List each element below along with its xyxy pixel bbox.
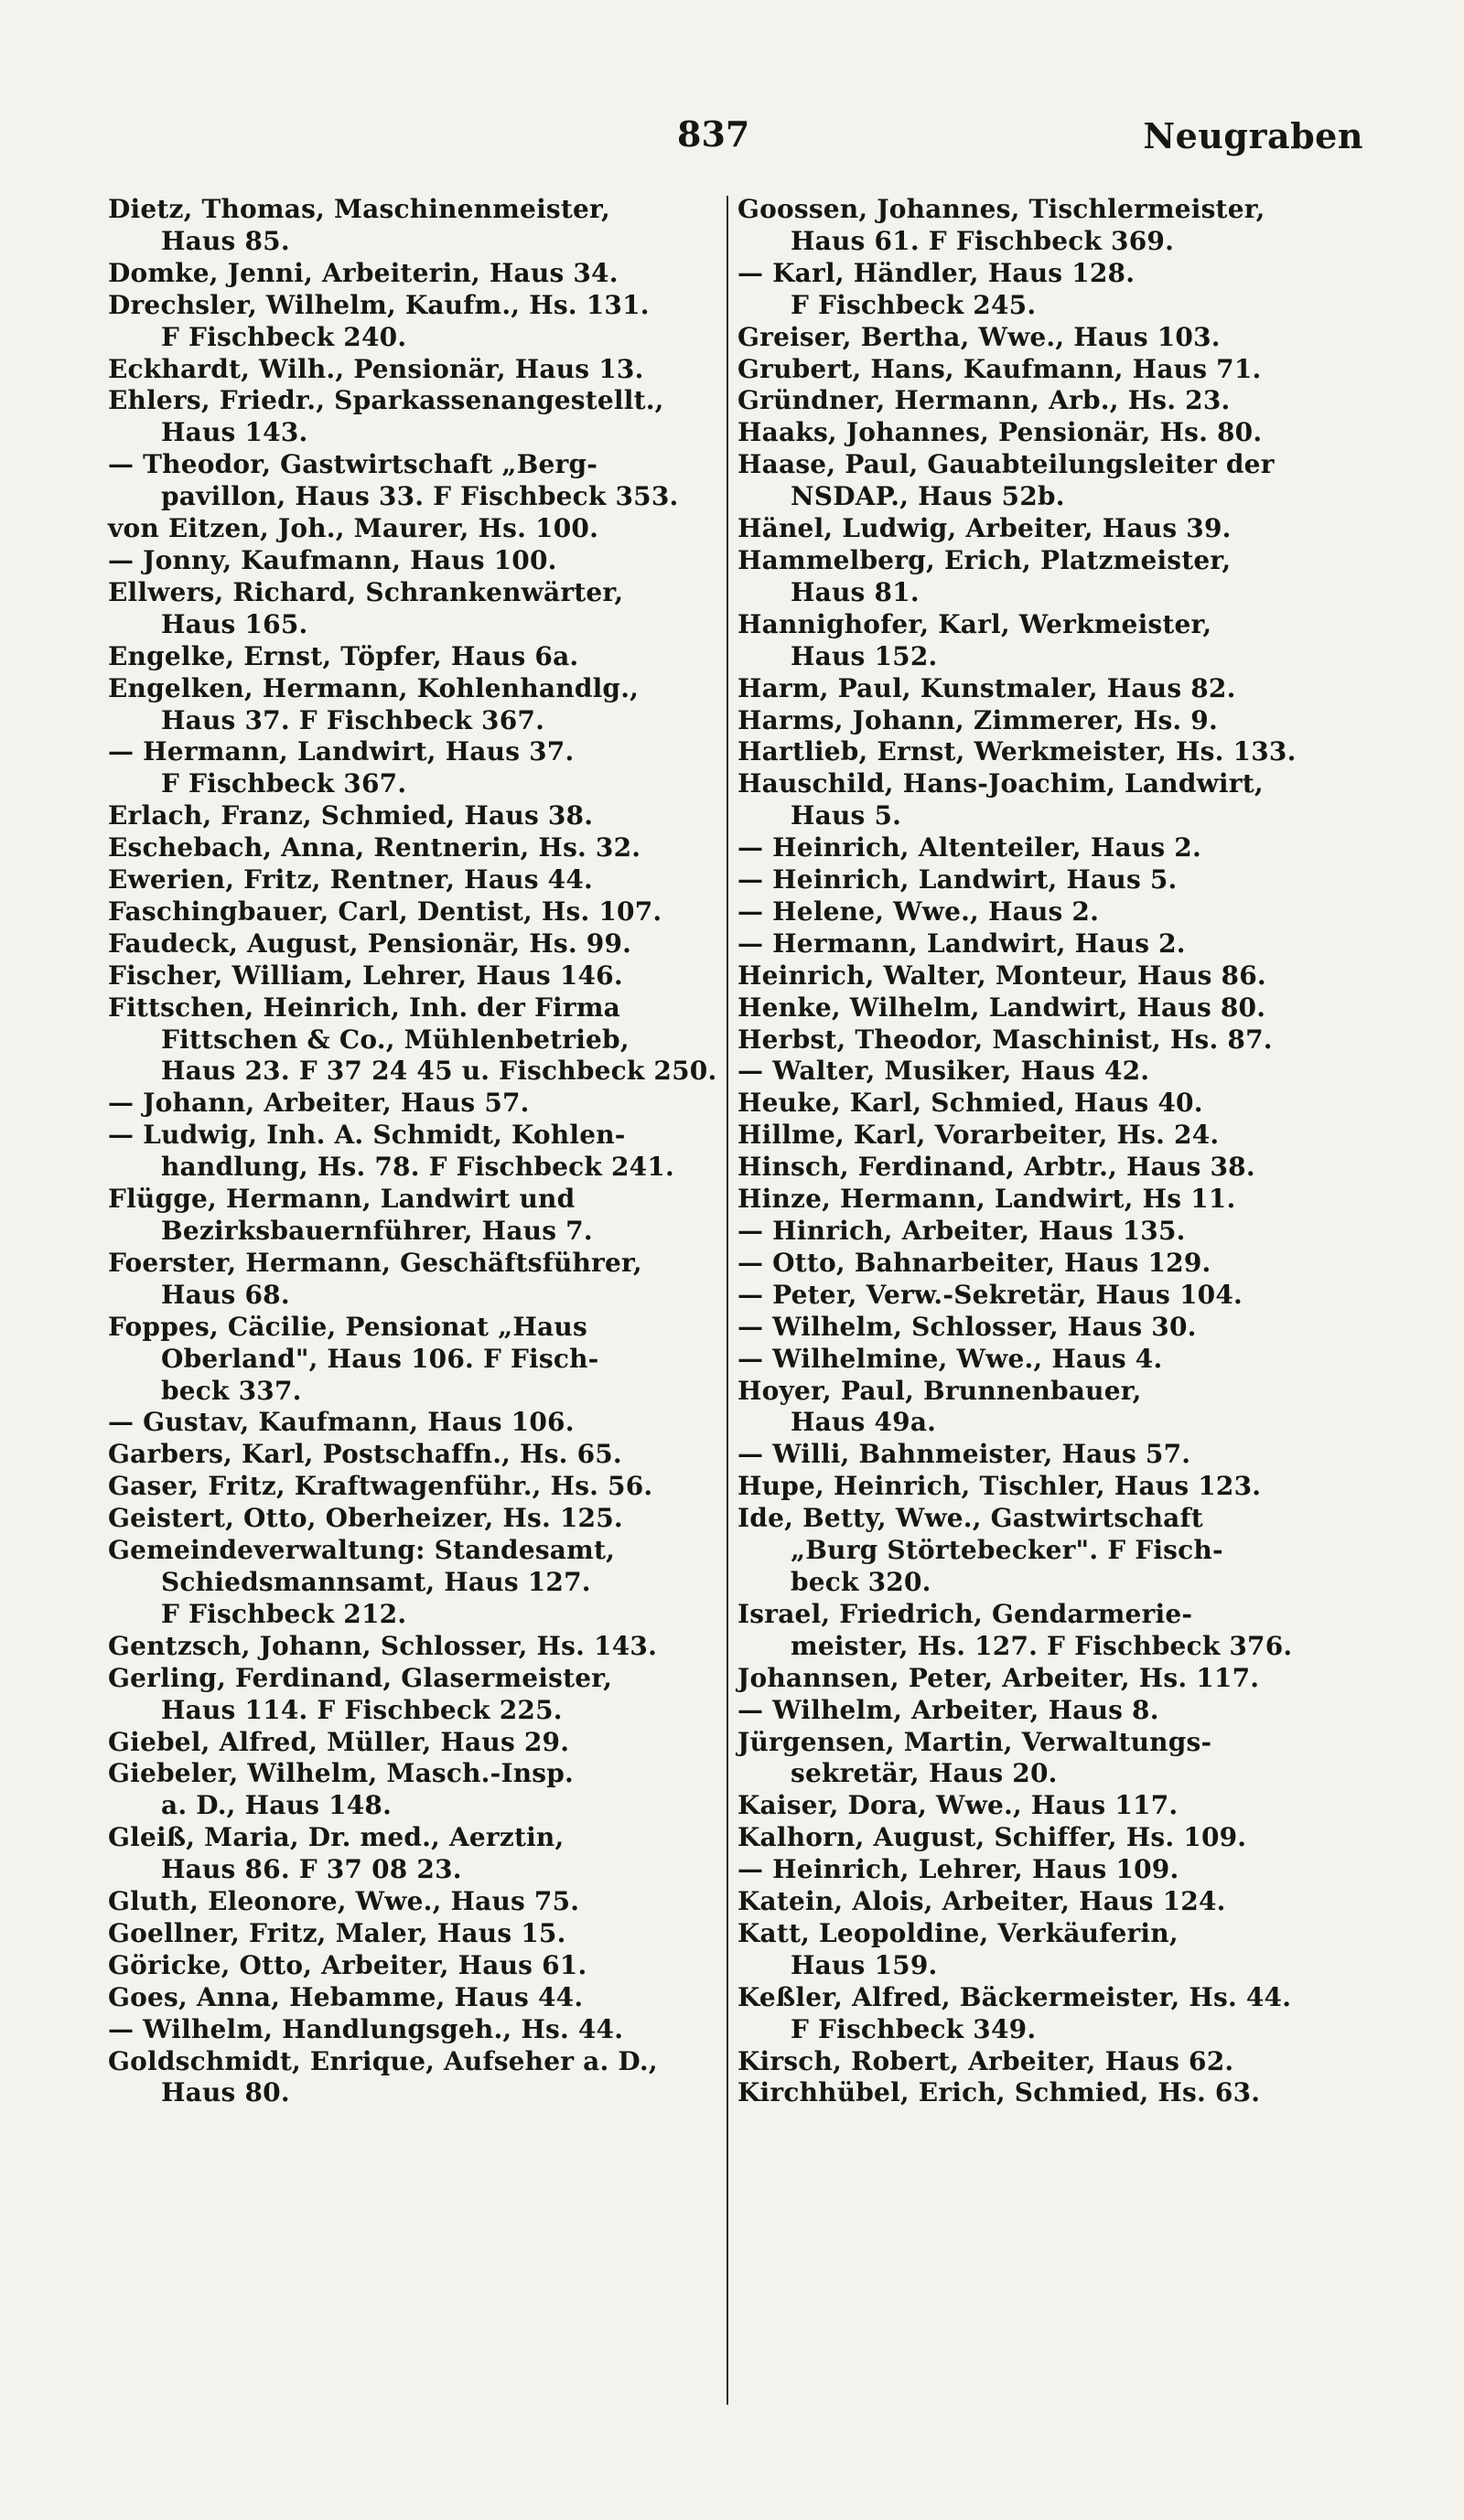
- directory-entry-line: Hänel, Ludwig, Arbeiter, Haus 39.: [737, 513, 1232, 544]
- directory-entry-line: — Heinrich, Altenteiler, Haus 2.: [737, 832, 1201, 863]
- directory-entry-line: handlung, Hs. 78. F Fischbeck 241.: [161, 1152, 674, 1183]
- directory-entry-line: Kirchhübel, Erich, Schmied, Hs. 63.: [737, 2077, 1261, 2108]
- directory-entry-line: Hartlieb, Ernst, Werkmeister, Hs. 133.: [737, 736, 1297, 767]
- directory-entry-line: Jürgensen, Martin, Verwaltungs-: [737, 1726, 1212, 1757]
- directory-entry-line: NSDAP., Haus 52b.: [791, 481, 1065, 512]
- directory-entry-line: Gleiß, Maria, Dr. med., Aerztin,: [108, 1822, 565, 1853]
- directory-entry-line: Goldschmidt, Enrique, Aufseher a. D.,: [108, 2045, 658, 2076]
- directory-entry-line: — Wilhelm, Arbeiter, Haus 8.: [737, 1694, 1159, 1725]
- directory-entry-line: Ewerien, Fritz, Rentner, Haus 44.: [108, 864, 593, 895]
- directory-entry-line: — Ludwig, Inh. A. Schmidt, Kohlen-: [108, 1120, 626, 1151]
- directory-entry-line: Gemeindeverwaltung: Standesamt,: [108, 1535, 616, 1566]
- directory-entry-line: Haus 114. F Fischbeck 225.: [161, 1694, 563, 1725]
- directory-entry-line: Haus 80.: [161, 2077, 290, 2108]
- directory-entry-line: Fittschen, Heinrich, Inh. der Firma: [108, 992, 621, 1023]
- directory-entry-line: „Burg Störtebecker". F Fisch-: [791, 1535, 1223, 1566]
- directory-entry-line: — Hermann, Landwirt, Haus 37.: [108, 736, 575, 767]
- directory-entry-line: Kaiser, Dora, Wwe., Haus 117.: [737, 1790, 1179, 1821]
- directory-entry-line: Haus 68.: [161, 1279, 290, 1310]
- directory-entry-line: Gerling, Ferdinand, Glasermeister,: [108, 1662, 613, 1693]
- directory-entry-line: Herbst, Theodor, Maschinist, Hs. 87.: [737, 1024, 1273, 1055]
- directory-entry-line: Heuke, Karl, Schmied, Haus 40.: [737, 1088, 1203, 1119]
- directory-entry-line: — Hermann, Landwirt, Haus 2.: [737, 928, 1186, 959]
- directory-entry-line: Haus 85.: [161, 225, 290, 256]
- directory-entry-line: von Eitzen, Joh., Maurer, Hs. 100.: [108, 513, 599, 544]
- directory-entry-line: Foppes, Cäcilie, Pensionat „Haus: [108, 1311, 587, 1342]
- directory-entry-line: Kirsch, Robert, Arbeiter, Haus 62.: [737, 2045, 1234, 2076]
- column-divider: [727, 196, 728, 2405]
- directory-entry-line: — Wilhelm, Handlungsgeh., Hs. 44.: [108, 2013, 624, 2044]
- directory-entry-line: Garbers, Karl, Postschaffn., Hs. 65.: [108, 1439, 622, 1470]
- directory-entry-line: F Fischbeck 349.: [791, 2013, 1037, 2044]
- directory-entry-line: Israel, Friedrich, Gendarmerie-: [737, 1598, 1193, 1629]
- directory-entry-line: Gründner, Hermann, Arb., Hs. 23.: [737, 385, 1231, 416]
- directory-entry-line: Haus 37. F Fischbeck 367.: [161, 704, 545, 735]
- directory-entry-line: — Hinrich, Arbeiter, Haus 135.: [737, 1216, 1186, 1246]
- directory-entry-line: Fittschen & Co., Mühlenbetrieb,: [161, 1024, 630, 1055]
- directory-entry-line: Kalhorn, August, Schiffer, Hs. 109.: [737, 1822, 1247, 1853]
- directory-entry-line: Gluth, Eleonore, Wwe., Haus 75.: [108, 1886, 580, 1917]
- directory-entry-line: meister, Hs. 127. F Fischbeck 376.: [791, 1630, 1293, 1661]
- directory-entry-line: Fischer, William, Lehrer, Haus 146.: [108, 960, 623, 991]
- directory-entry-line: Haus 61. F Fischbeck 369.: [791, 225, 1175, 256]
- directory-entry-line: — Walter, Musiker, Haus 42.: [737, 1056, 1150, 1087]
- directory-entry-line: Hammelberg, Erich, Platzmeister,: [737, 544, 1232, 575]
- directory-entry-line: Haaks, Johannes, Pensionär, Hs. 80.: [737, 417, 1263, 448]
- directory-entry-line: beck 337.: [161, 1375, 302, 1406]
- directory-entry-line: Eschebach, Anna, Rentnerin, Hs. 32.: [108, 832, 641, 863]
- directory-entry-line: Oberland", Haus 106. F Fisch-: [161, 1343, 599, 1374]
- directory-entry-line: Hauschild, Hans-Joachim, Landwirt,: [737, 768, 1264, 799]
- left-column: [108, 194, 730, 2109]
- directory-entry-line: Engelken, Hermann, Kohlenhandlg.,: [108, 672, 640, 703]
- directory-entry-line: Drechsler, Wilhelm, Kaufm., Hs. 131.: [108, 289, 650, 320]
- directory-entry-line: — Heinrich, Landwirt, Haus 5.: [737, 864, 1178, 895]
- directory-entry-line: Keßler, Alfred, Bäckermeister, Hs. 44.: [737, 1981, 1292, 2012]
- directory-entry-line: Eckhardt, Wilh., Pensionär, Haus 13.: [108, 353, 644, 384]
- directory-entry-line: Haus 23. F 37 24 45 u. Fischbeck 250.: [161, 1056, 717, 1087]
- directory-entry-line: Haus 165.: [161, 608, 308, 639]
- directory-entry-line: — Karl, Händler, Haus 128.: [737, 257, 1136, 288]
- directory-entry-line: sekretär, Haus 20.: [791, 1758, 1058, 1789]
- directory-entry-line: — Heinrich, Lehrer, Haus 109.: [737, 1854, 1179, 1885]
- directory-entry-line: pavillon, Haus 33. F Fischbeck 353.: [161, 481, 679, 512]
- directory-entry-line: Gentzsch, Johann, Schlosser, Hs. 143.: [108, 1630, 658, 1661]
- directory-entry-line: — Helene, Wwe., Haus 2.: [737, 895, 1100, 927]
- directory-entry-line: Erlach, Franz, Schmied, Haus 38.: [108, 800, 594, 831]
- directory-entry-line: Bezirksbauernführer, Haus 7.: [161, 1216, 593, 1246]
- directory-entry-line: Johannsen, Peter, Arbeiter, Hs. 117.: [737, 1662, 1260, 1693]
- directory-entry-line: Ellwers, Richard, Schrankenwärter,: [108, 576, 624, 607]
- directory-entry-line: Geistert, Otto, Oberheizer, Hs. 125.: [108, 1503, 623, 1534]
- running-head-place: Neugraben: [1143, 115, 1363, 156]
- directory-entry-line: — Jonny, Kaufmann, Haus 100.: [108, 544, 557, 575]
- directory-entry-line: Domke, Jenni, Arbeiterin, Haus 34.: [108, 257, 619, 288]
- directory-entry-line: Harm, Paul, Kunstmaler, Haus 82.: [737, 672, 1236, 703]
- directory-entry-line: Giebel, Alfred, Müller, Haus 29.: [108, 1726, 570, 1757]
- directory-entry-line: Goes, Anna, Hebamme, Haus 44.: [108, 1981, 584, 2012]
- directory-entry-line: Faudeck, August, Pensionär, Hs. 99.: [108, 928, 632, 959]
- directory-entry-line: F Fischbeck 212.: [161, 1598, 407, 1629]
- directory-entry-line: Gaser, Fritz, Kraftwagenführ., Hs. 56.: [108, 1471, 653, 1502]
- directory-entry-line: Haus 49a.: [791, 1407, 937, 1438]
- directory-entry-line: F Fischbeck 245.: [791, 289, 1037, 320]
- directory-entry-line: Giebeler, Wilhelm, Masch.-Insp.: [108, 1758, 574, 1789]
- directory-entry-line: Hupe, Heinrich, Tischler, Haus 123.: [737, 1471, 1262, 1502]
- directory-entry-line: Hillme, Karl, Vorarbeiter, Hs. 24.: [737, 1120, 1220, 1151]
- directory-entry-line: Faschingbauer, Carl, Dentist, Hs. 107.: [108, 895, 662, 927]
- directory-entry-line: Haus 86. F 37 08 23.: [161, 1854, 462, 1885]
- page-number: 837: [677, 113, 750, 155]
- directory-entry-line: Ehlers, Friedr., Sparkassenangestellt.,: [108, 385, 664, 416]
- directory-entry-line: Ide, Betty, Wwe., Gastwirtschaft: [737, 1503, 1203, 1534]
- directory-entry-line: Goossen, Johannes, Tischlermeister,: [737, 194, 1265, 224]
- directory-entry-line: Katt, Leopoldine, Verkäuferin,: [737, 1917, 1179, 1948]
- directory-entry-line: — Theodor, Gastwirtschaft „Berg-: [108, 449, 598, 480]
- directory-entry-line: Goellner, Fritz, Maler, Haus 15.: [108, 1917, 566, 1948]
- directory-entry-line: Göricke, Otto, Arbeiter, Haus 61.: [108, 1949, 587, 1980]
- directory-entry-line: Foerster, Hermann, Geschäftsführer,: [108, 1247, 642, 1278]
- directory-entry-line: Haus 5.: [791, 800, 902, 831]
- directory-entry-line: F Fischbeck 240.: [161, 321, 407, 352]
- directory-entry-line: Hoyer, Paul, Brunnenbauer,: [737, 1375, 1142, 1406]
- right-column: [737, 194, 1360, 2109]
- directory-entry-line: F Fischbeck 367.: [161, 768, 407, 799]
- directory-entry-line: Hinze, Hermann, Landwirt, Hs 11.: [737, 1184, 1236, 1215]
- directory-entry-line: Dietz, Thomas, Maschinenmeister,: [108, 194, 610, 224]
- page-header: [0, 113, 1464, 168]
- directory-entry-line: beck 320.: [791, 1566, 931, 1597]
- directory-entry-line: Henke, Wilhelm, Landwirt, Haus 80.: [737, 992, 1266, 1023]
- directory-entry-line: Haus 152.: [791, 640, 938, 671]
- directory-entry-line: Hinsch, Ferdinand, Arbtr., Haus 38.: [737, 1152, 1255, 1183]
- directory-entry-line: Schiedsmannsamt, Haus 127.: [161, 1566, 591, 1597]
- directory-entry-line: Haus 81.: [791, 576, 920, 607]
- directory-entry-line: Haus 143.: [161, 417, 308, 448]
- directory-entry-line: — Otto, Bahnarbeiter, Haus 129.: [737, 1247, 1211, 1278]
- directory-entry-line: Hannighofer, Karl, Werkmeister,: [737, 608, 1212, 639]
- directory-entry-line: — Wilhelmine, Wwe., Haus 4.: [737, 1343, 1163, 1374]
- directory-entry-line: — Willi, Bahnmeister, Haus 57.: [737, 1439, 1191, 1470]
- directory-entry-line: — Wilhelm, Schlosser, Haus 30.: [737, 1311, 1197, 1342]
- directory-entry-line: Katein, Alois, Arbeiter, Haus 124.: [737, 1886, 1226, 1917]
- directory-entry-line: Haase, Paul, Gauabteilungsleiter der: [737, 449, 1275, 480]
- directory-entry-line: Greiser, Bertha, Wwe., Haus 103.: [737, 321, 1221, 352]
- directory-entry-line: — Peter, Verw.-Sekretär, Haus 104.: [737, 1279, 1243, 1310]
- directory-entry-line: Heinrich, Walter, Monteur, Haus 86.: [737, 960, 1266, 991]
- directory-entry-line: Harms, Johann, Zimmerer, Hs. 9.: [737, 704, 1218, 735]
- directory-entry-line: — Johann, Arbeiter, Haus 57.: [108, 1088, 530, 1119]
- directory-entry-line: — Gustav, Kaufmann, Haus 106.: [108, 1407, 575, 1438]
- directory-entry-line: Haus 159.: [791, 1949, 938, 1980]
- directory-entry-line: Flügge, Hermann, Landwirt und: [108, 1184, 576, 1215]
- directory-entry-line: Engelke, Ernst, Töpfer, Haus 6a.: [108, 640, 579, 671]
- directory-entry-line: a. D., Haus 148.: [161, 1790, 393, 1821]
- directory-entry-line: Grubert, Hans, Kaufmann, Haus 71.: [737, 353, 1262, 384]
